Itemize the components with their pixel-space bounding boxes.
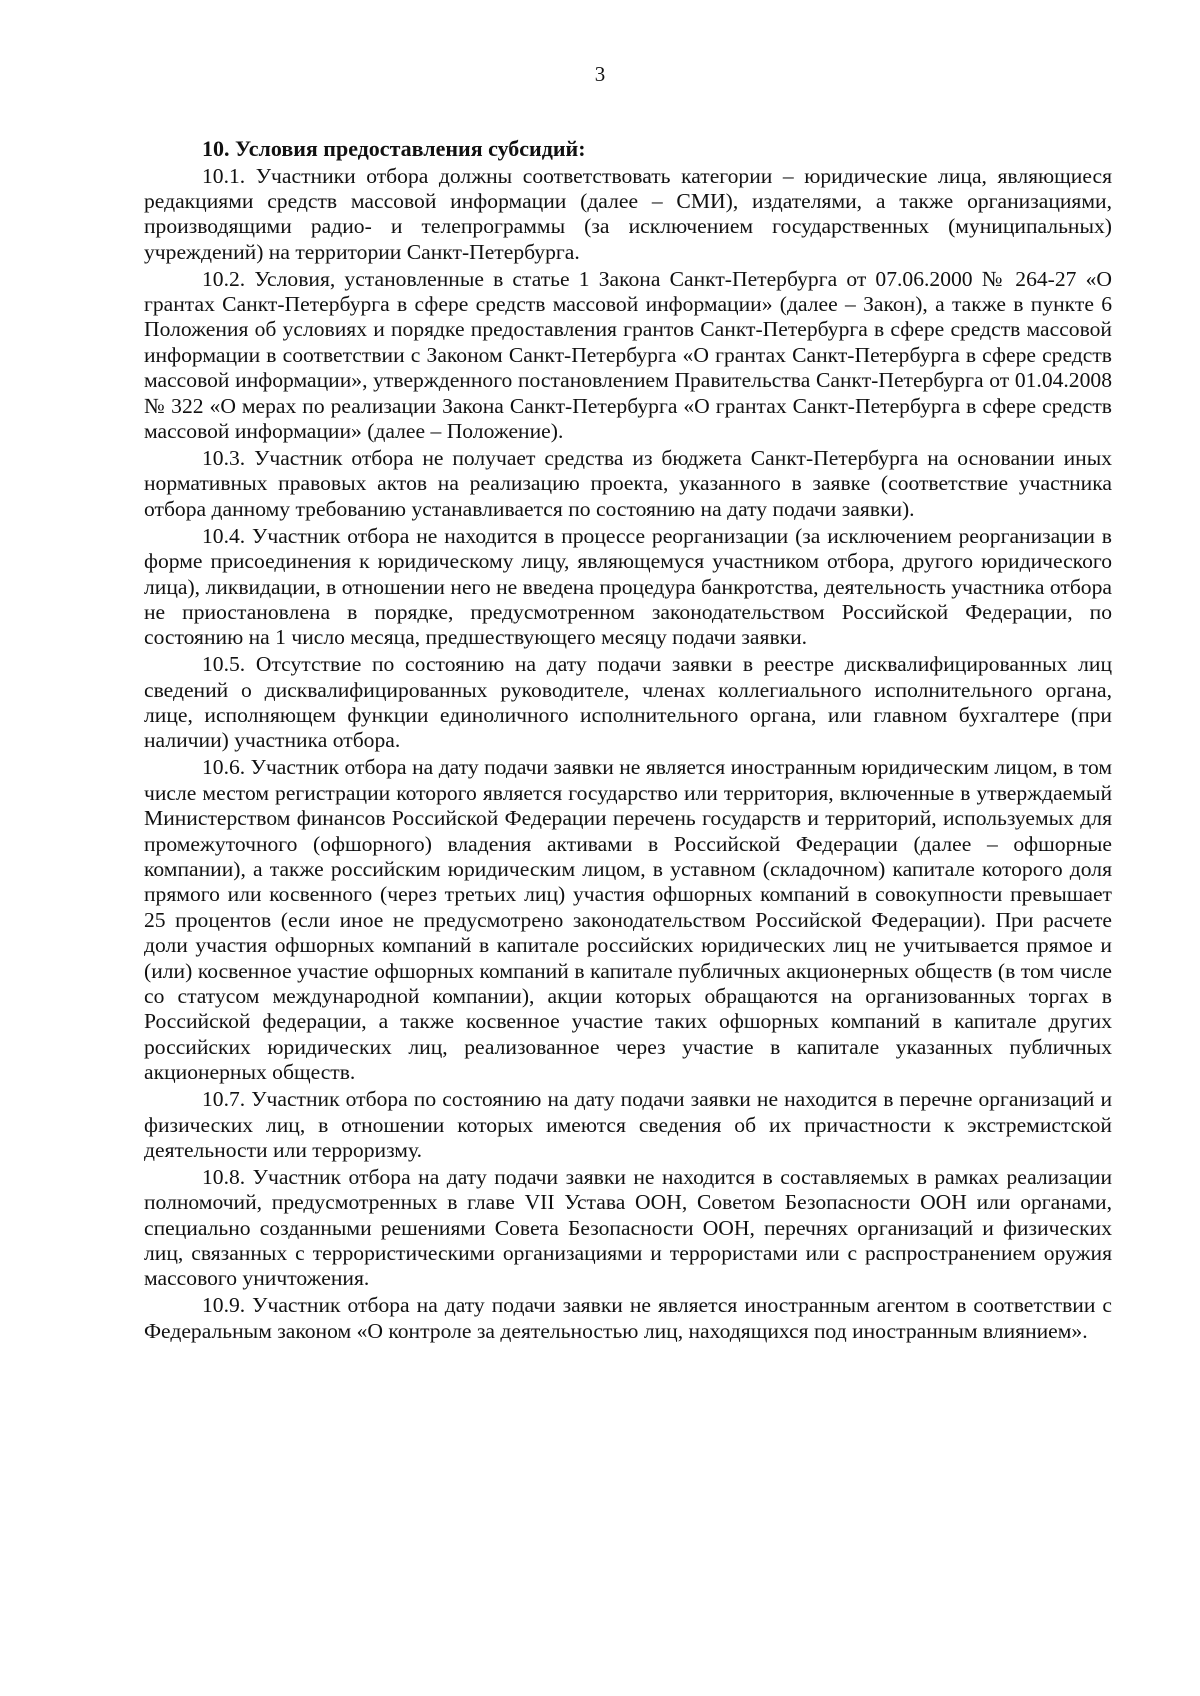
page-number: 3 [594,62,606,86]
paragraph-10-2: 10.2. Условия, установленные в статье 1 Закона Санкт-Петербурга от 07.06.2000 № 264-27 «О грантах Санкт-Петербурга в сфере средств массовой информации» (далее – Закон), а также в пункте 6 Положения об условиях и порядке предоставления грантов Санкт-Петербурга в сфере средств массовой информации в соответствии с Законом Санкт-Петербурга «О грантах Санкт-Петербурга в сфере средств массовой информации», утвержденного постановлением Правительства Санкт-Петербурга от 01.04.2008 № 322 «О мерах по реализации Закона Санкт-Петербурга «О грантах Санкт-Петербурга в сфере средств массовой информации» (далее – Положение). [144,266,1112,444]
document-body [144,136,1112,1344]
paragraph-10-5: 10.5. Отсутствие по состоянию на дату подачи заявки в реестре дисквалифицированных лиц сведений о дисквалифицированных руководителе, членах коллегиального исполнительного органа, лице, исполняющем функции единоличного исполнительного органа, или главном бухгалтере (при наличии) участника отбора. [144,652,1112,753]
paragraph-10-6: 10.6. Участник отбора на дату подачи заявки не является иностранным юридическим лицом, в том числе местом регистрации которого является государство или территория, включенные в утверждаемый Министерством финансов Российской Федерации перечень государств и территорий, используемых для промежуточного (офшорного) владения активами в Российской Федерации (далее – офшорные компании), а также российским юридическим лицом, в уставном (складочном) капитале которого доля прямого или косвенного (через третьих лиц) участия офшорных компаний в совокупности превышает 25 процентов (если иное не предусмотрено законодательством Российской Федерации). При расчете доли участия офшорных компаний в капитале российских юридических лиц не учитывается прямое и (или) косвенное участие офшорных компаний в капитале публичных акционерных обществ (в том числе со статусом международной компании), акции которых обращаются на организованных торгах в Российской федерации, а также косвенное участие таких офшорных компаний в капитале других российских юридических лиц, реализованное через участие в капитале указанных публичных акционерных обществ. [144,755,1112,1085]
section-heading: 10. Условия предоставления субсидий: [202,136,586,161]
paragraph-10-3: 10.3. Участник отбора не получает средства из бюджета Санкт-Петербурга на основании иных нормативных правовых актов на реализацию проекта, указанного в заявке (соответствие участника отбора данному требованию устанавливается по состоянию на дату подачи заявки). [144,445,1112,521]
paragraph-10-8: 10.8. Участник отбора на дату подачи заявки не находится в составляемых в рамках реализации полномочий, предусмотренных в главе VII Устава ООН, Советом Безопасности ООН или органами, специально созданными решениями Совета Безопасности ООН, перечнях организаций и физических лиц, связанных с террористическими организациями и террористами или с распространением оружия массового уничтожения. [144,1164,1112,1291]
paragraph-10-1: 10.1. Участники отбора должны соответствовать категории – юридические лица, являющиеся редакциями средств массовой информации (далее – СМИ), издателями, а также организациями, производящими радио- и телепрограммы (за исключением государственных (муниципальных) учреждений) на территории Санкт-Петербурга. [144,163,1112,264]
paragraph-10-9: 10.9. Участник отбора на дату подачи заявки не является иностранным агентом в соответствии с Федеральным законом «О контроле за деятельностью лиц, находящихся под иностранным влиянием». [144,1293,1112,1343]
paragraph-10-4: 10.4. Участник отбора не находится в процессе реорганизации (за исключением реорганизации в форме присоединения к юридическому лицу, являющемуся участником отбора, другого юридического лица), ликвидации, в отношении него не введена процедура банкротства, деятельность участника отбора не приостановлена в порядке, предусмотренном законодательством Российской Федерации, по состоянию на 1 число месяца, предшествующего месяцу подачи заявки. [144,523,1112,650]
paragraph-10-7: 10.7. Участник отбора по состоянию на дату подачи заявки не находится в перечне организаций и физических лиц, в отношении которых имеются сведения об их причастности к экстремистской деятельности или терроризму. [144,1087,1112,1162]
